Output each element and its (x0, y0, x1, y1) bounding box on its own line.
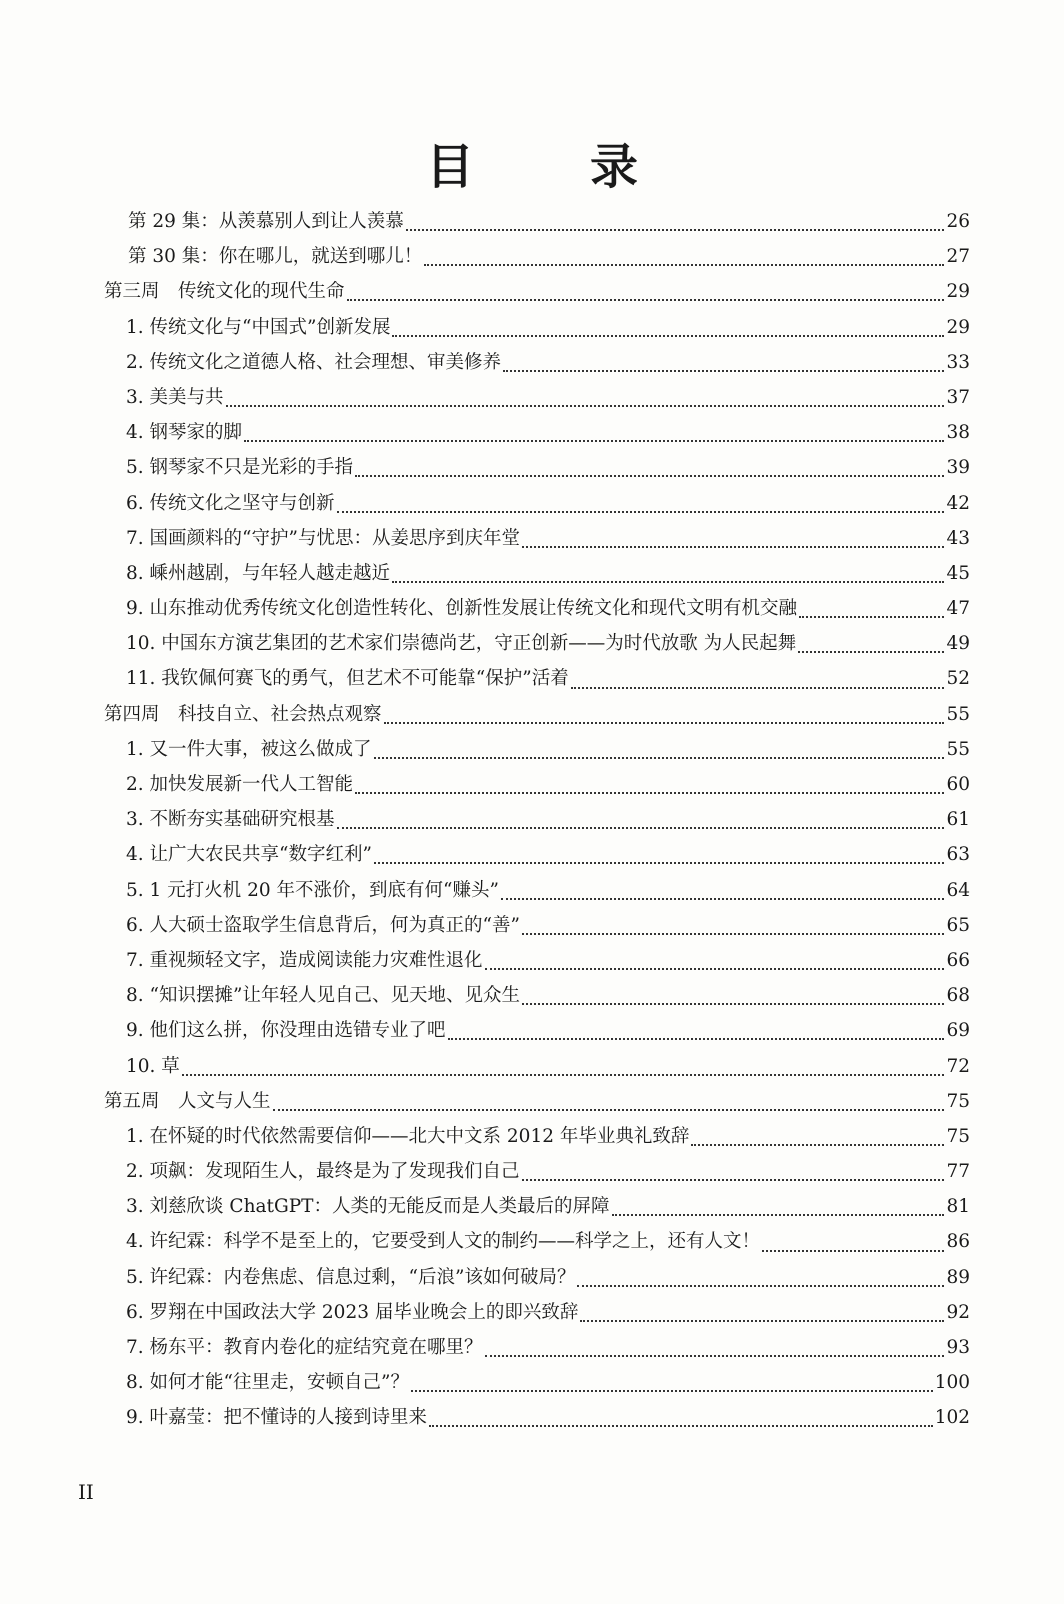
dot-leader (522, 545, 945, 548)
toc-entry[interactable] (104, 767, 970, 802)
dot-leader (273, 1108, 945, 1111)
dot-leader (355, 474, 944, 477)
dot-leader (374, 756, 945, 759)
toc-entry[interactable] (104, 1154, 970, 1189)
dot-leader (522, 1178, 945, 1181)
toc-entry[interactable] (104, 415, 970, 450)
toc-page-number: 39 (946, 457, 970, 479)
toc-entry-title: 9. 山东推动优秀传统文化创造性转化、创新性发展让传统文化和现代文明有机交融 (126, 598, 798, 620)
toc-entry[interactable] (104, 345, 970, 380)
dot-leader (571, 686, 945, 689)
toc-entry-title: 9. 他们这么拼，你没理由选错专业了吧 (126, 1020, 446, 1042)
toc-page-number: 89 (946, 1266, 970, 1288)
toc-entry-title: 6. 传统文化之坚守与创新 (126, 492, 335, 514)
toc-page-number: 47 (946, 598, 970, 620)
toc-entry-title: 第 29 集：从羡慕别人到让人羡慕 (128, 211, 404, 232)
toc-page-number: 86 (946, 1231, 970, 1253)
toc-entry-title: 7. 杨东平：教育内卷化的症结究竟在哪里？ (126, 1337, 483, 1358)
toc-page-number: 102 (934, 1407, 970, 1429)
toc-entry-title: 5. 1 元打火机 20 年不涨价，到底有何“赚头” (126, 879, 499, 901)
toc-page-number: 55 (946, 703, 970, 725)
toc-entry-title: 8. 如何才能“往里走，安顿自己”？ (126, 1372, 409, 1394)
dot-leader (503, 369, 944, 372)
toc-entry[interactable] (104, 873, 970, 908)
toc-page-number: 29 (946, 281, 970, 303)
toc-entry-title: 1. 传统文化与“中国式”创新发展 (126, 316, 391, 338)
toc-entry-title: 6. 人大硕士盗取学生信息背后，何为真正的“善” (126, 914, 520, 936)
dot-leader (501, 897, 945, 900)
dot-leader (762, 1249, 944, 1252)
toc-entry-title: 4. 钢琴家的脚 (126, 422, 243, 444)
toc-page-number: 92 (946, 1301, 970, 1323)
toc-entry-title: 3. 美美与共 (126, 386, 224, 408)
toc-entry-title: 2. 加快发展新一代人工智能 (126, 774, 354, 795)
toc-entry[interactable] (104, 486, 970, 521)
toc-entry-title: 2. 项飙：发现陌生人，最终是为了发现我们自己 (126, 1161, 520, 1183)
toc-entry[interactable] (104, 908, 970, 943)
toc-entry-title: 4. 许纪霖：科学不是至上的，它要受到人文的制约——科学之上，还有人文！ (126, 1231, 761, 1253)
toc-entry-title: 10. 中国东方演艺集团的艺术家们崇德尚艺，守正创新——为时代放歌 为人民起舞 (126, 633, 797, 655)
toc-entry[interactable] (104, 1260, 970, 1295)
toc-entry[interactable] (104, 1330, 970, 1365)
toc-entry-title: 1. 在怀疑的时代依然需要信仰——北大中文系 2012 年毕业典礼致辞 (126, 1125, 690, 1147)
dot-leader (244, 439, 944, 442)
toc-page-number: 75 (946, 1090, 970, 1112)
toc-entry[interactable] (104, 943, 970, 978)
page-number: II (78, 1480, 94, 1504)
toc-entry-title: 2. 传统文化之道德人格、社会理想、审美修养 (126, 351, 502, 373)
toc-page-number: 26 (946, 211, 970, 232)
dot-leader (337, 826, 945, 829)
toc-page-number: 68 (946, 985, 970, 1007)
toc-entry-title: 第 30 集：你在哪儿，就送到哪儿！ (128, 246, 423, 268)
dot-leader (392, 580, 944, 583)
toc-page-number: 29 (946, 316, 970, 338)
dot-leader (691, 1143, 944, 1146)
toc-entry-title: 3. 刘慈欣谈 ChatGPT：人类的无能反而是人类最后的屏障 (126, 1196, 610, 1218)
dot-leader (612, 1213, 945, 1216)
toc-entry-title: 11. 我钦佩何赛飞的勇气，但艺术不可能靠“保护”活着 (126, 668, 569, 690)
toc-section-heading[interactable] (104, 1084, 970, 1119)
dot-leader (182, 1073, 945, 1076)
toc-page-number: 52 (946, 668, 970, 690)
toc-entry[interactable] (104, 802, 970, 837)
dot-leader (374, 861, 945, 864)
toc-page-number: 75 (946, 1125, 970, 1147)
toc-section-heading[interactable] (104, 697, 970, 732)
toc-entry-title: 8. “知识摆摊”让年轻人见自己、见天地、见众生 (126, 985, 520, 1007)
dot-leader (406, 228, 945, 231)
toc-entry-title: 7. 国画颜料的“守护”与忧思：从姜思序到庆年堂 (126, 527, 520, 549)
toc-page-number: 43 (946, 527, 970, 549)
toc-entry[interactable] (104, 626, 970, 661)
toc-entry-title: 10. 草 (126, 1055, 180, 1077)
toc-entry[interactable] (104, 521, 970, 556)
toc-entry[interactable] (104, 1295, 970, 1330)
dot-leader (448, 1037, 945, 1040)
toc-entry-title: 第五周 人文与人生 (104, 1090, 271, 1112)
dot-leader (337, 510, 945, 513)
toc-section-heading[interactable] (104, 274, 970, 309)
toc-page-number: 65 (946, 914, 970, 936)
toc-entry[interactable] (104, 556, 970, 591)
toc-entry[interactable] (104, 591, 970, 626)
toc-entry[interactable] (104, 1189, 970, 1224)
dot-leader (411, 1389, 933, 1392)
dot-leader (522, 932, 945, 935)
toc-entry[interactable] (104, 1365, 970, 1400)
toc-entry[interactable] (104, 1119, 970, 1154)
toc-page-number: 42 (946, 492, 970, 514)
toc-page-number: 33 (946, 351, 970, 373)
toc-page-number: 93 (946, 1337, 970, 1358)
table-of-contents (104, 204, 970, 1436)
toc-page-number: 81 (946, 1196, 970, 1218)
toc-entry[interactable] (104, 450, 970, 485)
dot-leader (347, 298, 945, 301)
toc-entry[interactable] (104, 310, 970, 345)
dot-leader (522, 1002, 945, 1005)
dot-leader (485, 1354, 945, 1357)
toc-page-number: 49 (946, 633, 970, 655)
dot-leader (429, 1424, 933, 1427)
toc-entry[interactable] (104, 1013, 970, 1048)
toc-page-number: 72 (946, 1055, 970, 1077)
toc-entry[interactable] (104, 837, 970, 872)
toc-entry-title: 第四周 科技自立、社会热点观察 (104, 703, 382, 725)
dot-leader (384, 721, 945, 724)
toc-page-number: 77 (946, 1161, 970, 1183)
toc-entry-title: 7. 重视频轻文字，造成阅读能力灾难性退化 (126, 949, 483, 971)
toc-page-number: 55 (946, 738, 970, 760)
toc-page-number: 27 (946, 246, 970, 268)
toc-page-number: 37 (946, 386, 970, 408)
dot-leader (424, 263, 944, 266)
toc-entry[interactable] (104, 1049, 970, 1084)
dot-leader (485, 967, 945, 970)
toc-entry-title: 9. 叶嘉莹：把不懂诗的人接到诗里来 (126, 1407, 428, 1429)
dot-leader (799, 615, 944, 618)
dot-leader (392, 334, 944, 337)
dot-leader (577, 1284, 944, 1287)
dot-leader (355, 791, 944, 794)
toc-page-number: 69 (946, 1020, 970, 1042)
toc-entry[interactable] (104, 978, 970, 1013)
toc-entry-title: 8. 嵊州越剧，与年轻人越走越近 (126, 562, 391, 584)
toc-entry[interactable] (104, 732, 970, 767)
toc-page-number: 66 (946, 949, 970, 971)
toc-page-number: 45 (946, 562, 970, 584)
dot-leader (580, 1319, 944, 1322)
toc-page-number: 38 (946, 422, 970, 444)
toc-entry-title: 1. 又一件大事，被这么做成了 (126, 738, 372, 760)
toc-entry[interactable] (104, 239, 970, 274)
toc-entry-title: 3. 不断夯实基础研究根基 (126, 809, 335, 831)
toc-entry-title: 第三周 传统文化的现代生命 (104, 281, 345, 303)
page-title: 目 录 (425, 139, 672, 195)
toc-entry[interactable] (104, 204, 970, 239)
toc-page-number: 60 (946, 774, 970, 795)
toc-page-number: 100 (934, 1372, 970, 1394)
toc-entry[interactable] (104, 380, 970, 415)
toc-page-number: 61 (946, 809, 970, 831)
dot-leader (226, 404, 945, 407)
toc-entry-title: 4. 让广大农民共享“数字红利” (126, 844, 372, 866)
toc-entry[interactable] (104, 1400, 970, 1435)
toc-entry[interactable] (104, 661, 970, 696)
toc-entry-title: 5. 钢琴家不只是光彩的手指 (126, 457, 354, 479)
toc-page-number: 63 (946, 844, 970, 866)
toc-entry-title: 5. 许纪霖：内卷焦虑、信息过剩，“后浪”该如何破局？ (126, 1266, 576, 1288)
toc-entry-title: 6. 罗翔在中国政法大学 2023 届毕业晚会上的即兴致辞 (126, 1301, 579, 1323)
dot-leader (798, 650, 944, 653)
toc-page-number: 64 (946, 879, 970, 901)
toc-entry[interactable] (104, 1224, 970, 1259)
